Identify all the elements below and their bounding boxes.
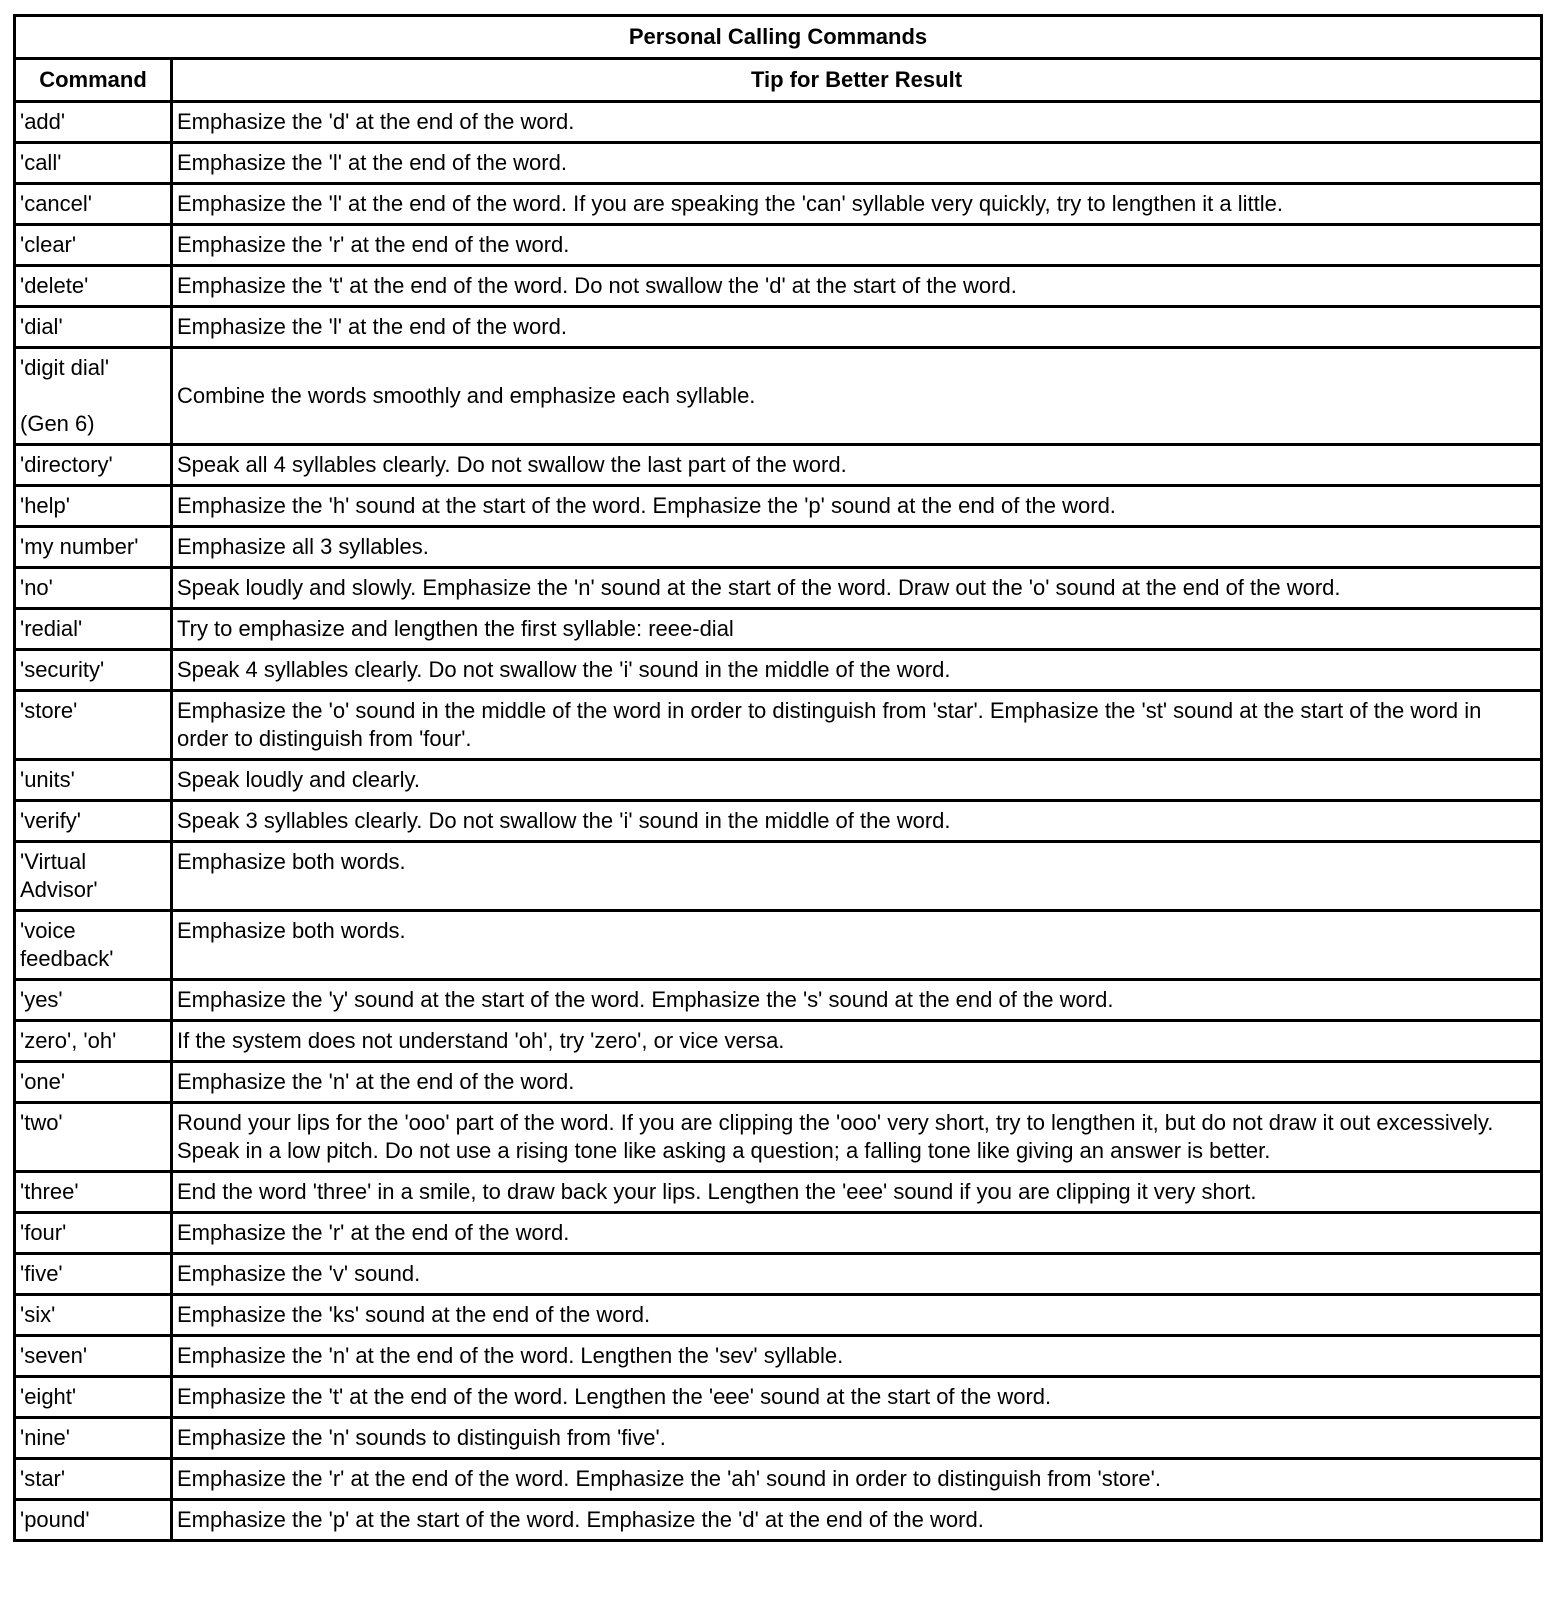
table-row	[15, 266, 1542, 307]
command-cell: 'voice feedback'	[15, 911, 172, 980]
tip-cell: Speak 4 syllables clearly. Do not swallow the 'i' sound in the middle of the word.	[172, 650, 1542, 691]
table-body	[15, 102, 1542, 1541]
table-row	[15, 527, 1542, 568]
table-row	[15, 1377, 1542, 1418]
command-cell: 'dial'	[15, 307, 172, 348]
command-cell: 'four'	[15, 1213, 172, 1254]
table-row	[15, 911, 1542, 980]
command-cell: 'directory'	[15, 445, 172, 486]
table-title: Personal Calling Commands	[15, 16, 1542, 59]
tip-cell: Speak loudly and slowly. Emphasize the 'n' sound at the start of the word. Draw out the 'o' sound at the end of the word.	[172, 568, 1542, 609]
tip-cell: Emphasize the 'ks' sound at the end of the word.	[172, 1295, 1542, 1336]
command-cell: 'six'	[15, 1295, 172, 1336]
table-row	[15, 568, 1542, 609]
tip-cell: Emphasize the 'n' sounds to distinguish from 'five'.	[172, 1418, 1542, 1459]
tip-cell: Emphasize the 'h' sound at the start of the word. Emphasize the 'p' sound at the end of the word.	[172, 486, 1542, 527]
table-row	[15, 225, 1542, 266]
tip-cell: Round your lips for the 'ooo' part of the word. If you are clipping the 'ooo' very short, try to lengthen it, but do not draw it out excessively. Speak in a low pitch. Do not use a rising tone like asking a question; a falling tone like giving an answer is better.	[172, 1103, 1542, 1172]
tip-cell: Emphasize the 't' at the end of the word. Do not swallow the 'd' at the start of the word.	[172, 266, 1542, 307]
table-row	[15, 143, 1542, 184]
table-row	[15, 980, 1542, 1021]
table-row	[15, 1295, 1542, 1336]
command-cell: 'clear'	[15, 225, 172, 266]
table-title-row	[15, 16, 1542, 59]
table-row	[15, 1500, 1542, 1541]
command-cell: 'eight'	[15, 1377, 172, 1418]
table-row	[15, 1418, 1542, 1459]
command-cell: 'yes'	[15, 980, 172, 1021]
tip-cell: Emphasize the 'd' at the end of the word.	[172, 102, 1542, 143]
table-row	[15, 102, 1542, 143]
tip-cell: Speak loudly and clearly.	[172, 760, 1542, 801]
table-row	[15, 1103, 1542, 1172]
command-cell: 'help'	[15, 486, 172, 527]
command-cell: 'call'	[15, 143, 172, 184]
table-row	[15, 691, 1542, 760]
table-row	[15, 650, 1542, 691]
tip-cell: Emphasize the 'y' sound at the start of the word. Emphasize the 's' sound at the end of the word.	[172, 980, 1542, 1021]
tip-cell: Emphasize all 3 syllables.	[172, 527, 1542, 568]
command-cell: 'five'	[15, 1254, 172, 1295]
tip-cell: Emphasize the 'l' at the end of the word. If you are speaking the 'can' syllable very quickly, try to lengthen it a little.	[172, 184, 1542, 225]
tip-cell: Emphasize the 't' at the end of the word. Lengthen the 'eee' sound at the start of the word.	[172, 1377, 1542, 1418]
command-cell: 'zero', 'oh'	[15, 1021, 172, 1062]
table-row	[15, 1459, 1542, 1500]
table-row	[15, 184, 1542, 225]
command-cell: 'add'	[15, 102, 172, 143]
table-row	[15, 1062, 1542, 1103]
command-cell: 'cancel'	[15, 184, 172, 225]
tip-cell: Emphasize the 'n' at the end of the word. Lengthen the 'sev' syllable.	[172, 1336, 1542, 1377]
column-header-tip: Tip for Better Result	[172, 59, 1542, 102]
table-row	[15, 1213, 1542, 1254]
tip-cell: Emphasize the 'r' at the end of the word.	[172, 1213, 1542, 1254]
command-cell: 'no'	[15, 568, 172, 609]
column-header-command: Command	[15, 59, 172, 102]
table-row	[15, 348, 1542, 445]
table-row	[15, 1254, 1542, 1295]
command-cell: 'seven'	[15, 1336, 172, 1377]
command-cell: 'units'	[15, 760, 172, 801]
tip-cell: Speak all 4 syllables clearly. Do not swallow the last part of the word.	[172, 445, 1542, 486]
command-cell: 'digit dial' (Gen 6)	[15, 348, 172, 445]
table-row	[15, 1172, 1542, 1213]
tip-cell: Emphasize the 'n' at the end of the word.	[172, 1062, 1542, 1103]
command-cell: 'redial'	[15, 609, 172, 650]
personal-calling-commands-table	[13, 14, 1543, 1542]
command-cell: 'one'	[15, 1062, 172, 1103]
tip-cell: Emphasize the 'r' at the end of the word.	[172, 225, 1542, 266]
table-row	[15, 842, 1542, 911]
tip-cell: Emphasize both words.	[172, 842, 1542, 911]
command-cell: 'delete'	[15, 266, 172, 307]
tip-cell: Emphasize the 'r' at the end of the word. Emphasize the 'ah' sound in order to distinguish from 'store'.	[172, 1459, 1542, 1500]
command-cell: 'verify'	[15, 801, 172, 842]
command-cell: 'store'	[15, 691, 172, 760]
tip-cell: If the system does not understand 'oh', try 'zero', or vice versa.	[172, 1021, 1542, 1062]
command-cell: 'two'	[15, 1103, 172, 1172]
tip-cell: Try to emphasize and lengthen the first syllable: reee-dial	[172, 609, 1542, 650]
tip-cell: Emphasize the 'l' at the end of the word.	[172, 143, 1542, 184]
tip-cell: Combine the words smoothly and emphasize each syllable.	[172, 348, 1542, 445]
command-cell: 'pound'	[15, 1500, 172, 1541]
command-cell: 'star'	[15, 1459, 172, 1500]
table-row	[15, 486, 1542, 527]
tip-cell: Emphasize the 'l' at the end of the word.	[172, 307, 1542, 348]
table-row	[15, 1336, 1542, 1377]
command-cell: 'security'	[15, 650, 172, 691]
tip-cell: Emphasize both words.	[172, 911, 1542, 980]
tip-cell: End the word 'three' in a smile, to draw back your lips. Lengthen the 'eee' sound if you are clipping it very short.	[172, 1172, 1542, 1213]
tip-cell: Emphasize the 'p' at the start of the word. Emphasize the 'd' at the end of the word.	[172, 1500, 1542, 1541]
command-cell: 'my number'	[15, 527, 172, 568]
table-row	[15, 1021, 1542, 1062]
tip-cell: Emphasize the 'v' sound.	[172, 1254, 1542, 1295]
table-row	[15, 307, 1542, 348]
command-cell: 'Virtual Advisor'	[15, 842, 172, 911]
tip-cell: Emphasize the 'o' sound in the middle of the word in order to distinguish from 'star'. Emphasize the 'st' sound at the start of the word in order to distinguish from 'four'.	[172, 691, 1542, 760]
table-row	[15, 801, 1542, 842]
table-row	[15, 609, 1542, 650]
command-cell: 'three'	[15, 1172, 172, 1213]
document-page	[13, 14, 1543, 1542]
table-row	[15, 445, 1542, 486]
command-cell: 'nine'	[15, 1418, 172, 1459]
table-header-row	[15, 59, 1542, 102]
table-row	[15, 760, 1542, 801]
tip-cell: Speak 3 syllables clearly. Do not swallow the 'i' sound in the middle of the word.	[172, 801, 1542, 842]
